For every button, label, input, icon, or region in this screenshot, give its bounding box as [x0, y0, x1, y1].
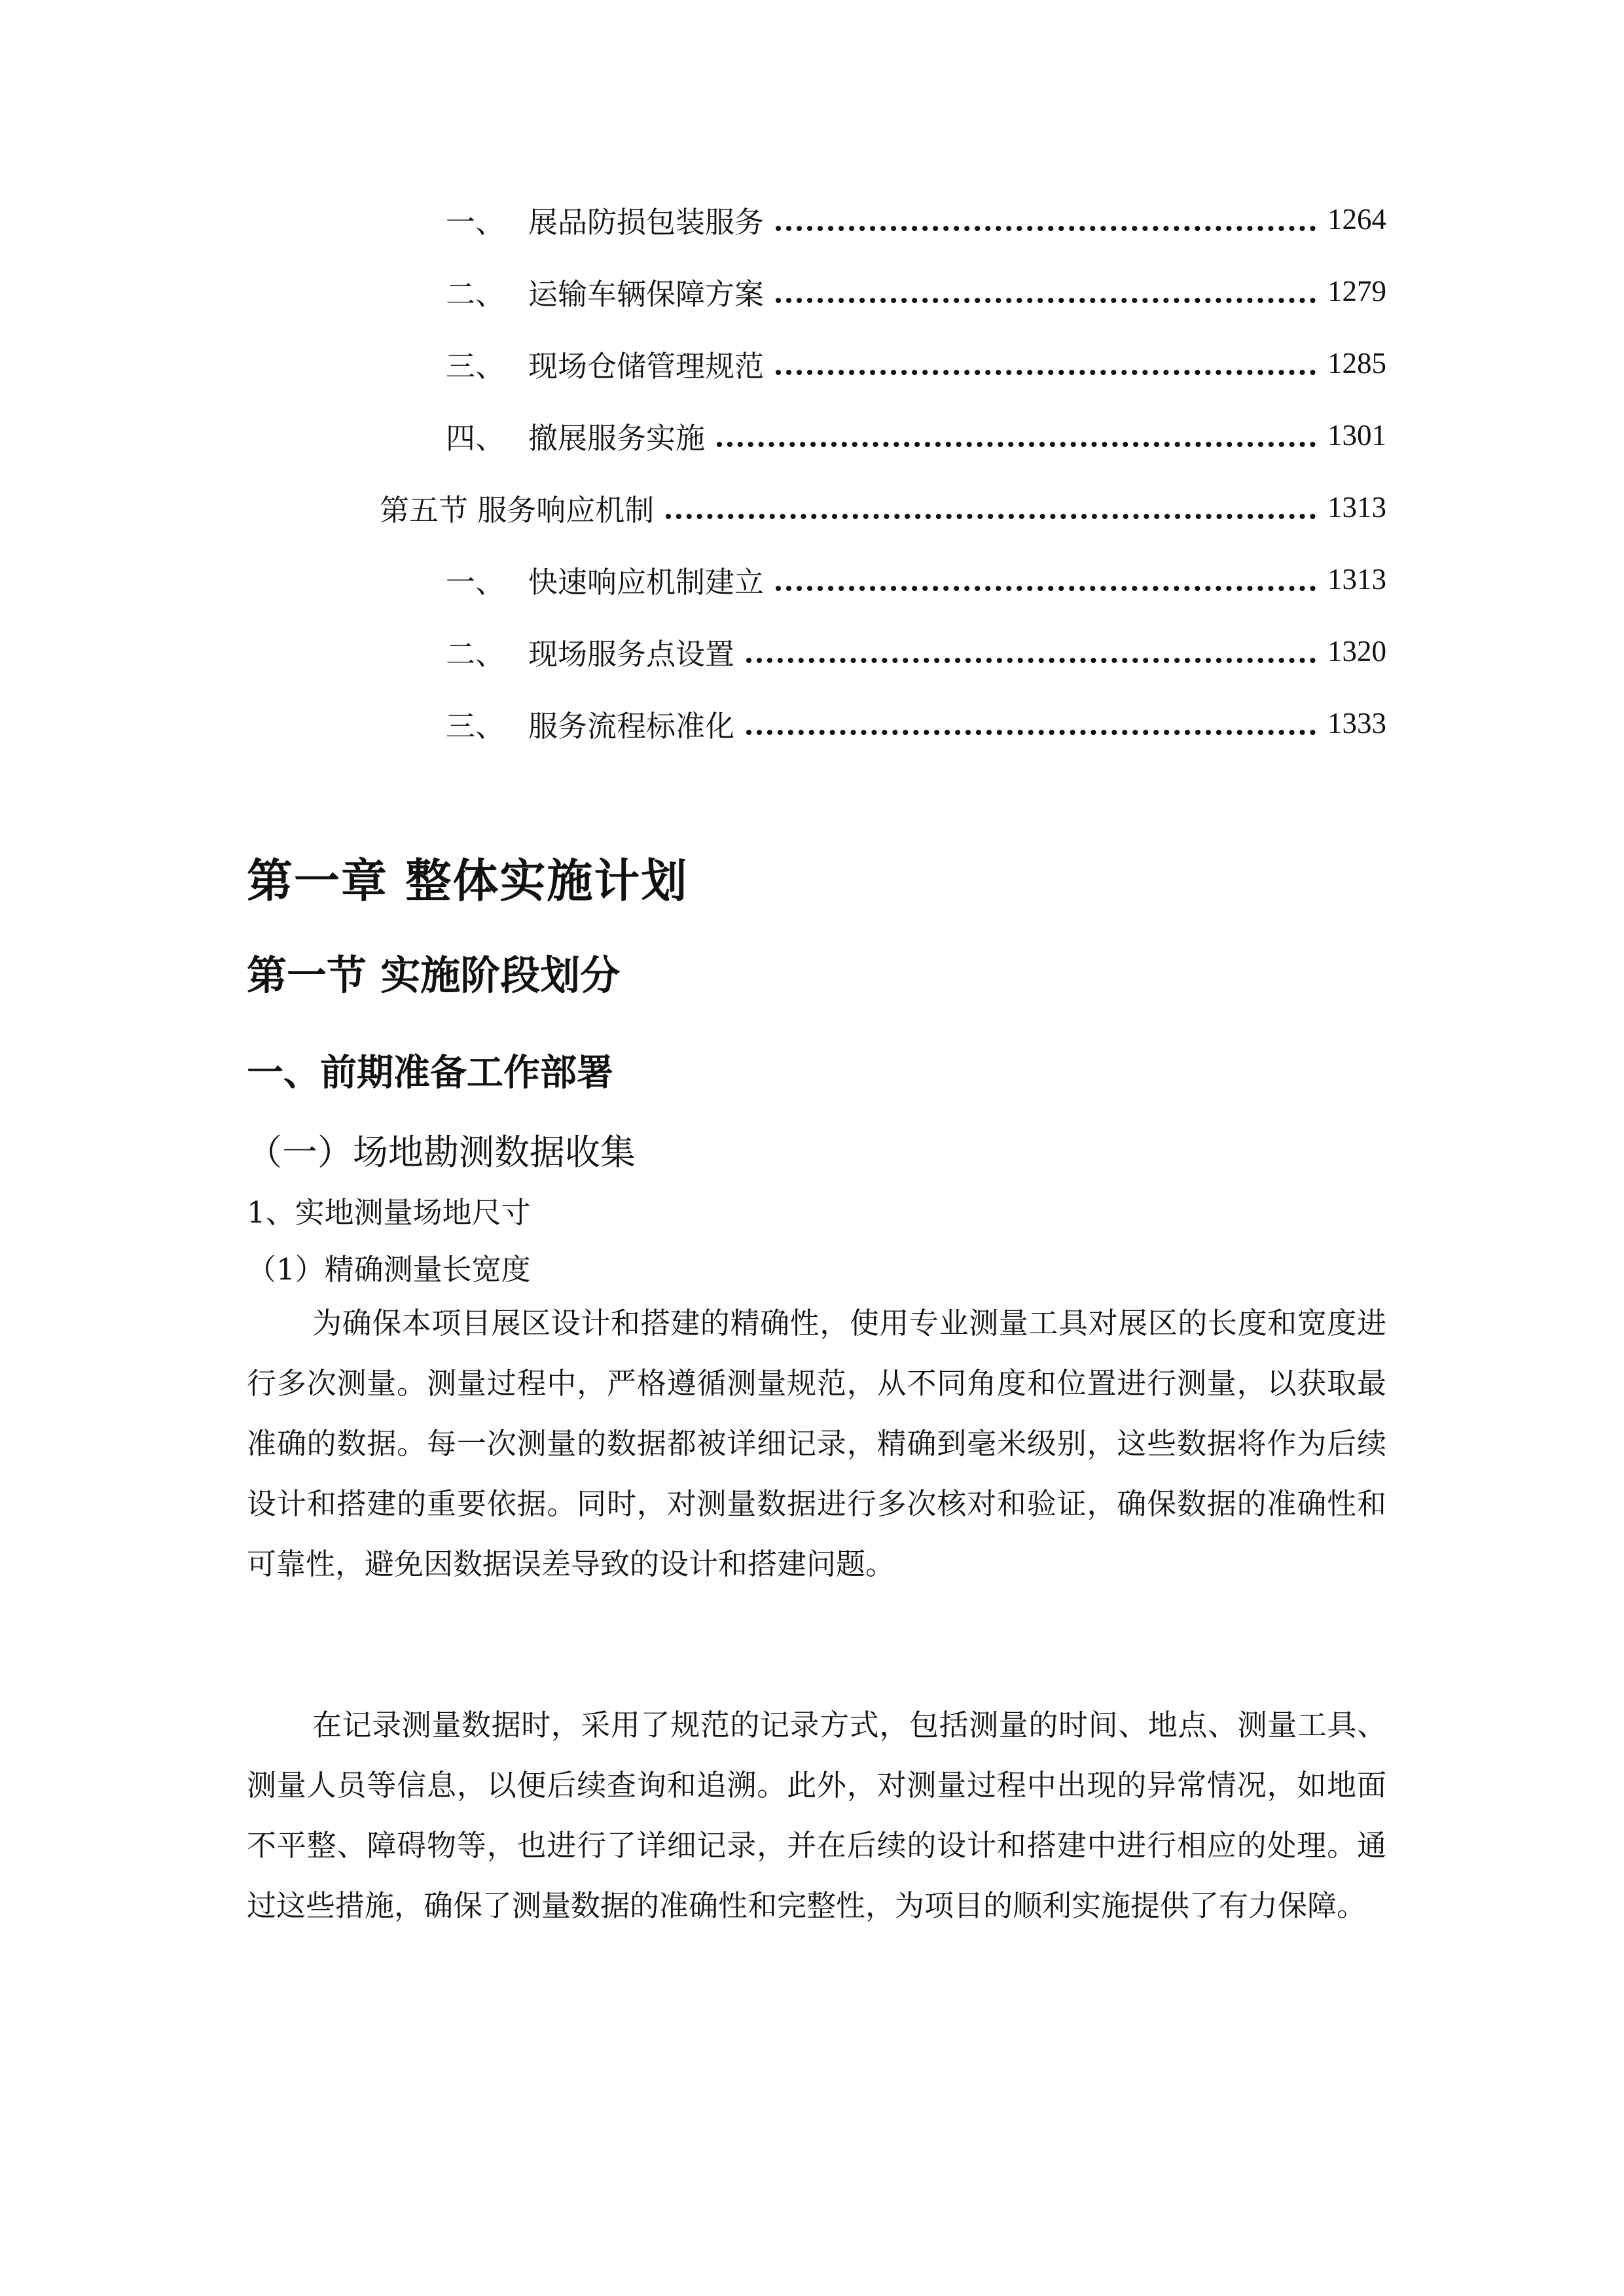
toc-entry-page: 1285: [1327, 347, 1386, 380]
toc-entry-title: 展品防损包装服务: [528, 204, 765, 240]
toc-entry[interactable]: [446, 700, 1386, 746]
point-heading: （1）精确测量长宽度: [247, 1252, 531, 1287]
toc-entry-number: 二、: [446, 276, 505, 312]
toc-leader-dots: [776, 226, 1316, 231]
section-heading: 第一节 实施阶段划分: [247, 952, 621, 999]
toc-entry-page: 1279: [1327, 275, 1386, 308]
toc-entry-title: 撤展服务实施: [528, 420, 706, 456]
toc-entry-number: 一、: [446, 564, 505, 600]
toc-entry-page: 1320: [1327, 635, 1386, 668]
toc-entry-page: 1264: [1327, 203, 1386, 236]
chapter-heading: 第一章 整体实施计划: [247, 854, 689, 908]
subsection-heading: 一、前期准备工作部署: [247, 1052, 613, 1094]
toc-leader-dots: [776, 370, 1316, 375]
toc-entry[interactable]: [446, 268, 1386, 314]
toc-entry[interactable]: [446, 628, 1386, 674]
toc-entry[interactable]: [446, 412, 1386, 458]
toc-leader-dots: [746, 658, 1316, 663]
subitem-heading: 1、实地测量场地尺寸: [247, 1195, 531, 1230]
toc-entry-page: 1333: [1327, 707, 1386, 740]
toc-entry-title: 现场仓储管理规范: [528, 348, 765, 384]
item-heading: （一）场地勘测数据收集: [247, 1132, 636, 1173]
toc-entry-title: 运输车辆保障方案: [528, 276, 765, 312]
toc-entry-title: 第五节 服务响应机制: [380, 492, 655, 528]
toc-entry-page: 1313: [1327, 491, 1386, 524]
toc-leader-dots: [717, 442, 1316, 447]
body-paragraph: 在记录测量数据时，采用了规范的记录方式，包括测量的时间、地点、测量工具、测量人员等信息，以便后续查询和追溯。此外，对测量过程中出现的异常情况，如地面不平整、障碍物等，也进行了详细记录，并在后续的设计和搭建中进行相应的处理。通过这些措施，确保了测量数据的准确性和完整性，为项目的顺利实施提供了有力保障。: [247, 1708, 1386, 1923]
toc-section-entry[interactable]: [380, 484, 1386, 530]
toc-leader-dots: [776, 586, 1316, 591]
toc-entry-number: 三、: [446, 348, 505, 384]
toc-entry-title: 快速响应机制建立: [528, 564, 765, 600]
toc-entry-number: 三、: [446, 708, 505, 744]
toc-entry-title: 现场服务点设置: [528, 636, 735, 672]
body-paragraph: 为确保本项目展区设计和搭建的精确性，使用专业测量工具对展区的长度和宽度进行多次测量。测量过程中，严格遵循测量规范，从不同角度和位置进行测量，以获取最准确的数据。每一次测量的数据都被详细记录，精确到毫米级别，这些数据将作为后续设计和搭建的重要依据。同时，对测量数据进行多次核对和验证，确保数据的准确性和可靠性，避免因数据误差导致的设计和搭建问题。: [247, 1306, 1386, 1581]
toc-entry[interactable]: [446, 556, 1386, 602]
toc-entry-page: 1301: [1327, 419, 1386, 452]
toc-entry[interactable]: [446, 196, 1386, 242]
toc-entry-number: 四、: [446, 420, 505, 456]
toc-entry-title: 服务流程标准化: [528, 708, 735, 744]
toc-entry-number: 一、: [446, 204, 505, 240]
toc-entry-number: 二、: [446, 636, 505, 672]
toc-entry[interactable]: [446, 340, 1386, 386]
toc-entry-page: 1313: [1327, 563, 1386, 596]
toc-leader-dots: [666, 514, 1316, 519]
toc-leader-dots: [776, 298, 1316, 303]
toc-leader-dots: [746, 730, 1316, 735]
